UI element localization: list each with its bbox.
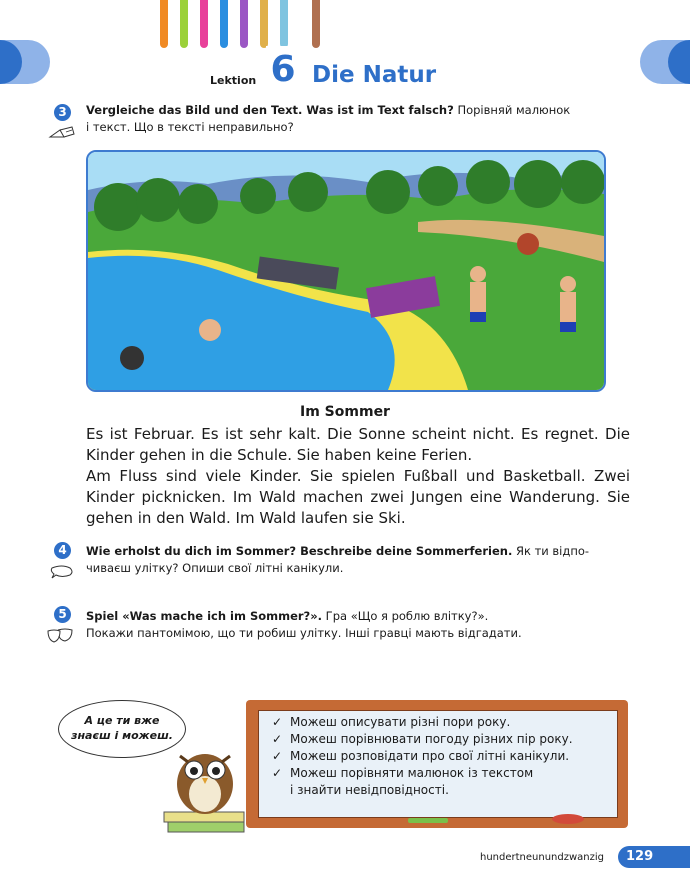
story-text (86, 424, 630, 529)
boy-head-1 (470, 266, 486, 282)
task-4-instruction (86, 543, 634, 577)
checklist-item-text: Можеш описувати різні пори року. (290, 715, 511, 729)
stripe-2 (180, 0, 188, 48)
skills-checklist (272, 714, 612, 799)
bubble-line-1: А це ти вже (84, 714, 160, 727)
stripe-6 (260, 0, 268, 48)
checklist-item-text: Можеш порівнювати погоду різних пір року. (290, 732, 573, 746)
sponge-icon (548, 812, 588, 826)
stripe-3 (200, 0, 208, 48)
checklist-item-text: Можеш розповідати про свої літні канікули. (290, 749, 570, 763)
task-5-ukrainian-1: Гра «Що я роблю влітку?». (322, 609, 489, 623)
scene-svg (88, 152, 604, 390)
task-4-ukrainian-1: Як ти відпо- (512, 544, 590, 558)
boy-shorts-2 (560, 322, 576, 332)
stripe-4 (220, 0, 228, 48)
task-3-instruction (86, 102, 634, 136)
task-5-instruction (86, 608, 634, 642)
boy-shorts-1 (470, 312, 486, 322)
chalk-icon (404, 816, 484, 826)
story-title: Im Sommer (300, 404, 390, 420)
stripe-7 (280, 0, 288, 48)
swimmer-head-2 (120, 346, 144, 370)
owl-icon (160, 740, 250, 836)
theatre-masks-icon (46, 628, 74, 644)
stripe-5 (240, 0, 248, 48)
speech-icon (48, 564, 76, 580)
check-icon: ✓ (272, 766, 283, 780)
task-3-ukrainian-2: і текст. Що в тексті неправильно? (86, 120, 294, 134)
bubble-line-2: знаєш і можеш. (71, 729, 173, 742)
page-title: Die Natur (312, 62, 437, 88)
task-3-number: 3 (54, 104, 71, 121)
checklist-item (272, 731, 612, 748)
check-icon: ✓ (272, 715, 283, 729)
stripe-8 (312, 0, 320, 48)
story-paragraph-1: Es ist Februar. Es ist sehr kalt. Die Sonne scheint nicht. Es regnet. Die Kinder gehen in die Schule. Sie haben keine Ferien. (86, 425, 630, 464)
checklist-item (272, 748, 612, 765)
task-4-number: 4 (54, 542, 71, 559)
lektion-number: 6 (266, 46, 300, 94)
checklist-item (272, 714, 612, 731)
checklist-item-4-line-1: Можеш порівняти малюнок із текстом (290, 766, 534, 780)
checklist-item-text (290, 765, 533, 799)
ball (517, 233, 539, 255)
lektion-label: Lektion (210, 74, 257, 87)
summer-river-illustration (86, 150, 606, 392)
check-icon: ✓ (272, 749, 283, 763)
boy-head-2 (560, 276, 576, 292)
task-3-german: Vergleiche das Bild und den Text. Was ist im Text falsch? (86, 103, 454, 117)
stripe-1 (160, 0, 168, 48)
task-4-german: Wie erholst du dich im Sommer? Beschreibe deine Sommerferien. (86, 544, 513, 558)
task-5-number: 5 (54, 606, 71, 623)
story-paragraph-2: Am Fluss sind viele Kinder. Sie spielen Fußball und Basketball. Zwei Kinder picknicken. Im Wald machen zwei Jungen eine Wanderung. Sie gehen in den Wald. Im Wald laufen sie Ski. (86, 467, 630, 527)
pencil-book-icon (48, 124, 76, 140)
task-5-ukrainian-2: Покажи пантомімою, що ти робиш улітку. Інші гравці мають відгадати. (86, 626, 522, 640)
page-number: 129 (618, 846, 690, 868)
checklist-item (272, 765, 612, 799)
swimmer-head (199, 319, 221, 341)
checklist-item-4-line-2: і знайти невідповідності. (290, 783, 449, 797)
task-3-ukrainian-1: Порівняй малюнок (453, 103, 571, 117)
task-4-ukrainian-2: чиваєш улітку? Опиши свої літні канікули. (86, 561, 344, 575)
check-icon: ✓ (272, 732, 283, 746)
task-5-german: Spiel «Was mache ich im Sommer?». (86, 609, 323, 623)
page-number-word: hundertneunundzwanzig (480, 852, 605, 863)
